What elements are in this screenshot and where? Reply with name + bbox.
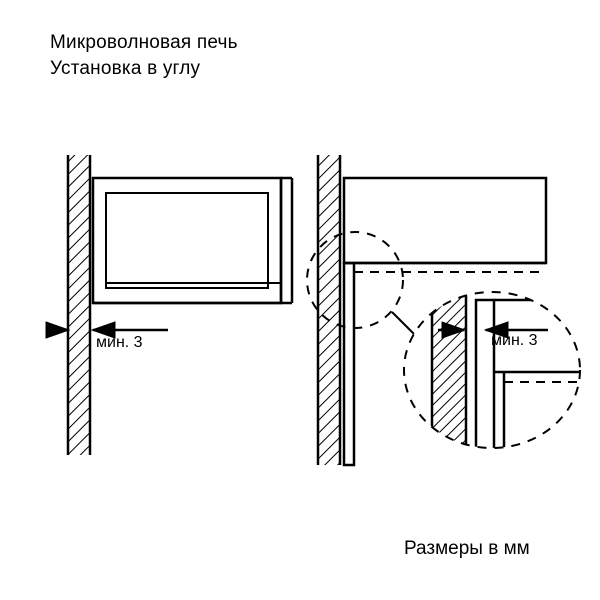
title-line-2: Установка в углу [50,58,201,79]
side-view-wall [318,155,340,465]
side-view-panel [344,263,354,465]
side-view-group [307,155,580,465]
side-view-oven-body [344,178,546,272]
front-view-oven-body [93,178,292,303]
units-note: Размеры в мм [404,538,530,559]
front-view-wall [68,155,90,455]
dimension-label-side-min-gap: мин. 3 [491,332,538,349]
detail-magnified-view [404,292,580,452]
front-view-group [50,155,292,455]
title-line-1: Микроволновая печь [50,32,238,53]
dimension-label-front-min-gap: мин. 3 [96,334,143,351]
